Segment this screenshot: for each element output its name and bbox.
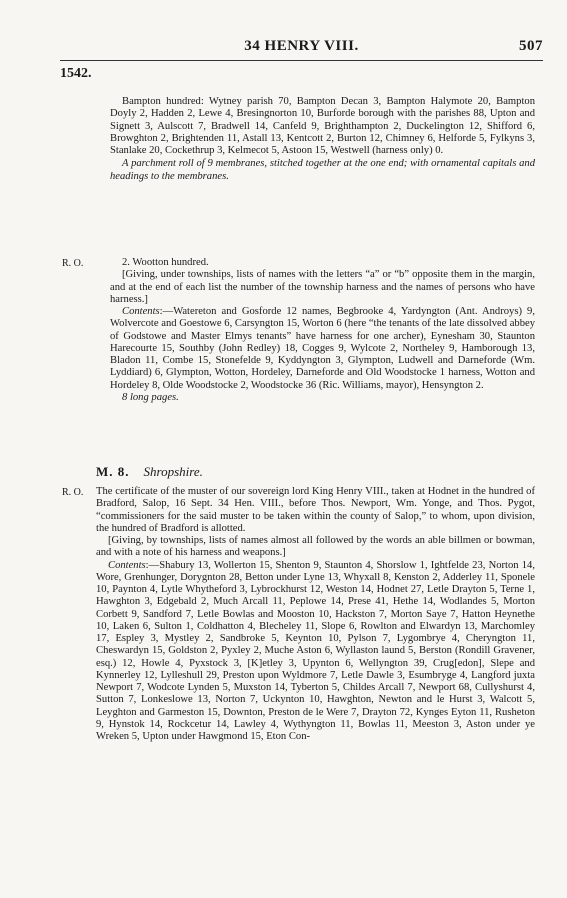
running-header [60, 38, 543, 56]
header-title: 34 HENRY VIII. [244, 38, 359, 54]
shropshire-contents [96, 560, 535, 744]
shropshire-contents-label: Contents [108, 559, 146, 571]
page-number: 507 [519, 38, 543, 54]
wootton-contents-label: Contents [122, 306, 160, 317]
wootton-pages: 8 long pages. [122, 391, 179, 403]
wootton-contents-text: :—Watereton and Gosforde 12 names, Begbrooke 4, Yardyngton (Ant. Androys) 9, Wolvercote and Goestowe 6, Carsyngton 15, Worton 6 (here “the tenants of the late dissolved abbey of Godstowe and Master Elmys tenants” have harness for one archer), Eynesham 30, Staunton Harecourte 15, Southby (John Redley) 18, Cogges 9, Wylcote 2, Northeley 9, Hamborough 13, Bladon 11, Combe 15, Stonefelde 9, Kyddyngton 3, Glympton, Ludwell and Darneforde (Wm. Lyddiard) 6, Glympton, Wotton, Hordeley, Darneforde and Old Woodstocke 1 harness, Wotton and Hordeley 8, Olde Woodstocke 2, Woodstocke 36 (Ric. Williams, mayor), Hensyngton 2. [110, 306, 535, 391]
shropshire-margin-ro: R. O. [62, 487, 84, 498]
bampton-roll-note: A parchment roll of 9 membranes, stitched together at the one end; with ornamental capitals and headings to the membranes. [110, 158, 535, 182]
shropshire-heading [96, 466, 496, 478]
county-name: Shropshire. [143, 464, 203, 479]
wootton-section [110, 257, 535, 404]
header-rule [60, 60, 543, 61]
membrane-code: M. 8. [96, 464, 130, 479]
year-label: 1542. [60, 66, 92, 81]
wootton-giving: [Giving, under townships, lists of names with the letters “a” or “b” opposite them in the margin, and at the end of each list the number of the township harness and the names of persons who have harness.] [110, 269, 535, 305]
wootton-title: 2. Wootton hundred. [122, 257, 209, 268]
shropshire-giving: [Giving, by townships, lists of names almost all followed by the words an able billmen or bowman, and with a note of his harness and weapons.] [96, 535, 535, 559]
bampton-section [110, 96, 535, 183]
wootton-margin-ro: R. O. [62, 258, 84, 269]
bampton-text: Bampton hundred: Wytney parish 70, Bampton Decan 3, Bampton Halymote 20, Bampton Doyly 2, Hadden 2, Lewe 4, Bresingnorton 10, Burforde borough with the parishes 88, Upton and Signett 3, Aulscott 7, Bradwell 14, Canfeld 9, Brighthampton 2, Duckelington 12, Shifford 6, Browghton 2, Brightenden 11, Astall 13, Kentcott 2, Burton 12, Chimney 6, Helforde 5, Fylkyns 3, Stanlake 20, Cockethrup 3, Kelmecot 5, Astoon 15, Westwell (harness only) 0. [110, 96, 535, 156]
shropshire-contents-text: :—Shabury 13, Wollerton 15, Shenton 9, Staunton 4, Shorslow 1, Ightfelde 23, Norton 14, Wore, Grenhunger, Dorygnton 28, Betton under Lyne 13, Whyxall 8, Kenston 2, Adderley 11, Sponele 10, Paynton 4, Lytle Whytheford 3, Lybrockhurst 12, Weston 14, Hodnet 27, Letle Drayton 5, Terne 1, Hawghton 3, Edgebald 2, Much Arcall 11, Peplowe 14, Prese 41, Hethe 14, Wodlandes 5, Morton Corbett 9, Sandford 7, Letle Bowlas and Mooston 10, Hackston 7, Morton Saye 7, Hatton Heynethe 10, Laken 6, Sulton 1, Coldhatton 4, Blecheley 11, Slope 6, Rowlton and Elwardyn 13, Marchomley 17, Espley 3, Mystley 2, Sandbroke 5, Keynton 10, Pylson 7, Lygombrye 4, Cheryngton 11, Cheswardyn 15, Goldston 2, Pyxley 2, Muche Aston 6, Wyllaston laund 5, Berston (Rondill Gravener, esq.) 12, Howle 4, Pyxstock 3, [K]etley 3, Upynton 6, Wellyngton 39, Crug[edon], Slepe and Kynnerley 12, Lylleshull 29, Preston upon Wyldmore 7, Letle Dawle 3, Esumbryge 4, Langford juxta Newport 7, Wodcote Lynden 5, Muxston 14, Tyberton 5, Childes Arcall 7, Newport 68, Cullyshurst 4, Sutton 7, Lonkeslowe 13, Norton 7, Uckynton 10, Hawghton, Newton and le Hurst 3, Walcott 5, Leyghton and Garmeston 15, Downton, Preston de le Were 7, Drayton 72, Kynges Eyton 11, Rusheton 9, Hynstok 14, Rockcetur 14, Lawley 4, Wythyngton 11, Bowlas 11, Meeston 3, Aston under ye Wreken 5, Upton under Hawgmond 15, Eton Con- [96, 559, 535, 742]
shropshire-section [96, 486, 535, 743]
shropshire-certificate: The certificate of the muster of our sovereign lord King Henry VIII., taken at Hodnet in the hundred of Bradford, Salop, 16 Sept. 34 Hen. VIII., before Thos. Newport, Wm. Yonge, and Thos. Pygot, “commissioners for the said muster to be taken within the county of Salop,” to whom, upon division, the hundred of Bradford is allotted. [96, 486, 535, 534]
wootton-contents [110, 306, 535, 392]
